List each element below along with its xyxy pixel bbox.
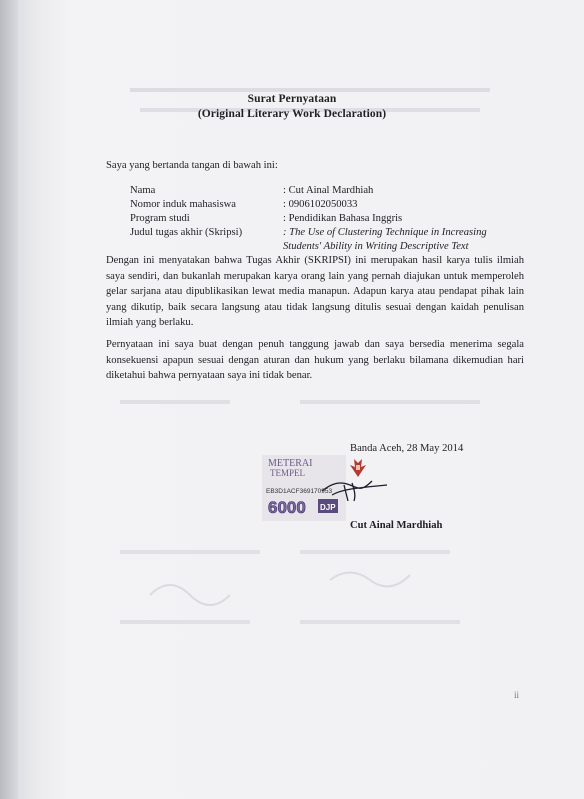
stamp-badge: DJP [320,503,336,512]
field-value: : The Use of Clustering Technique in Increasing Students' Ability in Writing Descriptive Text [283,227,487,252]
revenue-stamp [262,455,392,521]
field-row-study-program [130,212,521,226]
document-subtitle: (Original Literary Work Declaration) [197,108,387,120]
field-value: : Cut Ainal Mardhiah [283,185,374,196]
declaration-paragraph: Dengan ini menyatakan bahwa Tugas Akhir (SKRIPSI) ini merupakan hasil karya tulis ilmiah saya sendiri, dan bukanlah merupakan karya orang lain yang pernah diajukan untuk memperoleh gelar sarjana atau dipublikasikan lewat media manapun. Adapun karya atau pendapat pihak lain yang dikutip, baik secara langsung atau tidak langsung ditulis sesuai dengan kaidah penulisan ilmiah yang berlaku. [106,255,524,328]
garuda-emblem-icon [350,459,366,477]
identity-fields [130,184,521,254]
page-number: ii [514,690,520,700]
stamp-text-line2: TEMPEL [270,468,305,478]
signature-place-date: Banda Aceh, 28 May 2014 [350,443,464,454]
intro-text: Saya yang bertanda tangan di bawah ini: [106,160,278,171]
field-label: Program studi [130,213,190,224]
field-row-student-id [130,198,521,212]
stamp-value: 6000 [268,498,306,517]
field-row-name [130,184,521,198]
stamp-text-line1: METERAI [268,458,313,469]
field-value: : Pendidikan Bahasa Inggris [283,213,403,224]
field-label: Judul tugas akhir (Skripsi) [130,227,243,238]
field-label: Nomor induk mahasiswa [130,199,236,210]
signatory-name: Cut Ainal Mardhiah [350,520,443,531]
field-label: Nama [130,185,156,196]
document-title: Surat Pernyataan [247,93,337,105]
stamp-serial: EB3D1ACF369170953 [266,488,333,495]
consequence-paragraph: Pernyataan ini saya buat dengan penuh tanggung jawab dan saya bersedia menerima segala konsekuensi apapun sesuai dengan aturan dan hukum yang berlaku bilamana dikemudian hari diketahui bahwa pernyataan saya ini tidak benar. [106,339,524,381]
field-row-thesis-title [130,226,521,254]
field-value: : 0906102050033 [283,199,358,210]
